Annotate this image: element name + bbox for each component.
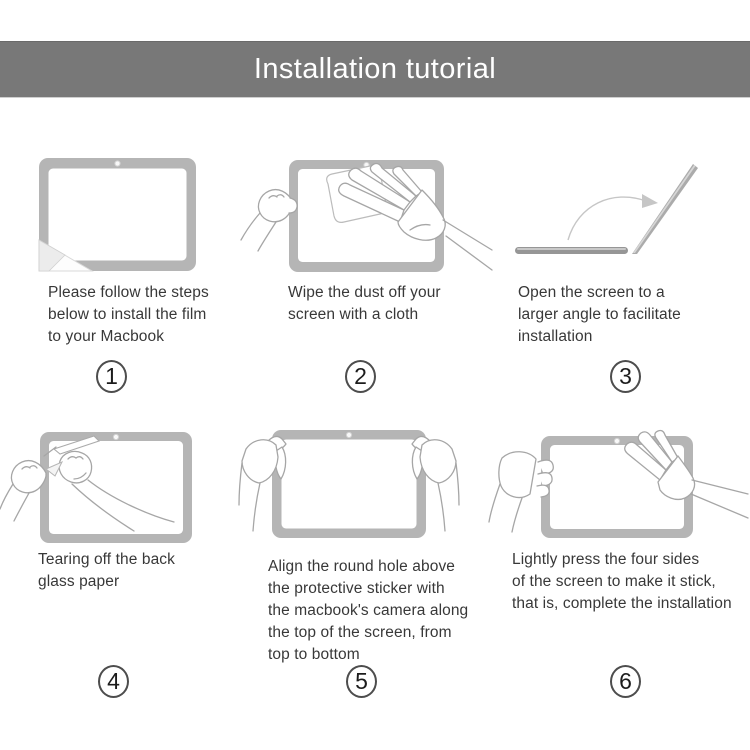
step-number-badge: 2	[345, 360, 376, 393]
laptop-open-icon	[512, 155, 707, 263]
step-description	[268, 556, 468, 666]
wipe-cloth-icon	[240, 158, 495, 276]
step-description	[48, 282, 209, 348]
step-number-badge: 3	[610, 360, 641, 393]
description-line: top to bottom	[268, 646, 360, 663]
description-line: the top of the screen, from	[268, 624, 452, 641]
tear-backing-icon	[0, 425, 210, 547]
description-line: screen with a cloth	[288, 306, 419, 323]
step-number-badge: 4	[98, 665, 129, 698]
description-line: the macbook's camera along	[268, 602, 469, 619]
align-film-icon	[238, 425, 502, 543]
step-description	[512, 549, 732, 615]
step-description	[38, 549, 175, 593]
description-line: larger angle to facilitate	[518, 306, 681, 323]
step-description	[518, 282, 681, 348]
page-title: Installation tutorial	[253, 53, 497, 85]
description-line: glass paper	[38, 573, 120, 590]
description-line: Tearing off the back	[38, 551, 175, 568]
description-line: Align the round hole above	[268, 558, 456, 575]
description-line: the protective sticker with	[268, 580, 445, 597]
press-screen-icon	[488, 428, 750, 546]
film-peel-icon	[38, 156, 198, 274]
description-line: to your Macbook	[48, 328, 165, 345]
description-line: Lightly press the four sides	[512, 551, 700, 568]
description-line: that is, complete the installation	[512, 595, 732, 612]
description-line: Open the screen to a	[518, 284, 665, 301]
step-number-badge: 1	[96, 360, 127, 393]
description-line: installation	[518, 328, 593, 345]
step-number-badge: 6	[610, 665, 641, 698]
step-description	[288, 282, 441, 326]
description-line: below to install the film	[48, 306, 207, 323]
description-line: Wipe the dust off your	[288, 284, 441, 301]
description-line: of the screen to make it stick,	[512, 573, 716, 590]
step-number-badge: 5	[346, 665, 377, 698]
banner	[0, 41, 750, 98]
description-line: Please follow the steps	[48, 284, 209, 301]
